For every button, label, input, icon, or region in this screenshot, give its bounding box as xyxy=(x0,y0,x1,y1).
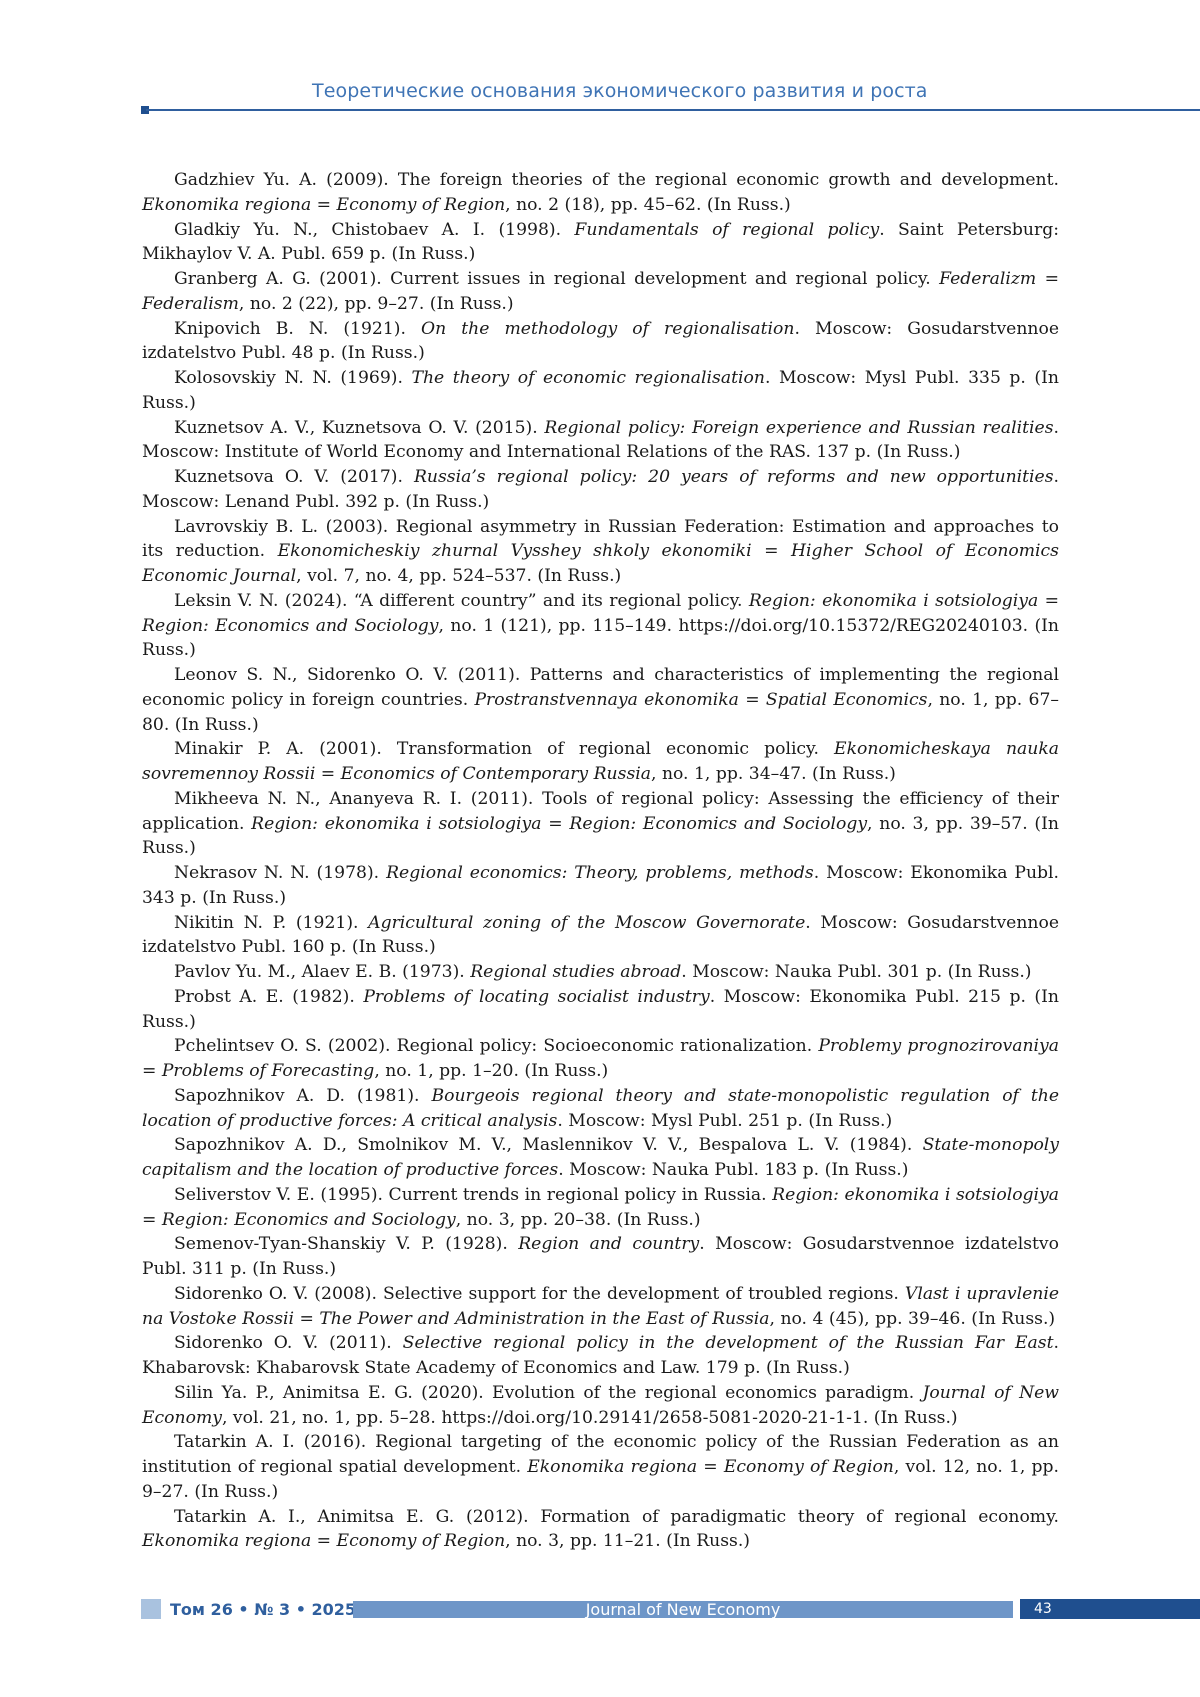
reference-text: Kuznetsov A. V., Kuznetsova O. V. (2015). xyxy=(174,418,544,438)
reference-source-title: Journal of New Economy xyxy=(142,1383,1059,1428)
reference-text: , vol. 12, no. 1, pp. 9–27. (In Russ.) xyxy=(142,1457,1059,1502)
reference-text: . Moscow: Mysl Publ. 335 p. (In Russ.) xyxy=(142,368,1059,413)
reference-source-title: Region: ekonomika i sotsiologiya = Region: Economics and Sociology xyxy=(251,814,867,834)
reference-source-title: Fundamentals of regional policy xyxy=(574,220,879,240)
reference-text: Nekrasov N. N. (1978). xyxy=(174,863,386,883)
reference-text: Sapozhnikov A. D. (1981). xyxy=(174,1086,431,1106)
reference-text: Sidorenko O. V. (2008). Selective support for the development of troubled regions. xyxy=(174,1284,905,1304)
reference-item xyxy=(142,317,1059,367)
reference-item xyxy=(142,168,1059,218)
reference-text: Pchelintsev O. S. (2002). Regional policy: Socioeconomic rationalization. xyxy=(174,1036,818,1056)
reference-text: , no. 1, pp. 1–20. (In Russ.) xyxy=(374,1061,608,1081)
footer-page-box xyxy=(1020,1599,1200,1619)
reference-source-title: Selective regional policy in the development of the Russian Far East xyxy=(403,1333,1054,1353)
reference-text: Silin Ya. P., Animitsa E. G. (2020). Evolution of the regional economics paradigm. xyxy=(174,1383,922,1403)
reference-item xyxy=(142,1430,1059,1504)
reference-source-title: Ekonomika regiona = Economy of Region xyxy=(527,1457,894,1477)
reference-text: Probst A. E. (1982). xyxy=(174,987,363,1007)
reference-item xyxy=(142,1183,1059,1233)
reference-text: . Moscow: Nauka Publ. 183 p. (In Russ.) xyxy=(558,1160,908,1180)
reference-text: Gladkiy Yu. N., Chistobaev A. I. (1998). xyxy=(174,220,574,240)
reference-source-title: Federalizm = Federalism xyxy=(142,269,1059,314)
reference-text: . Moscow: Gosudarstvennoe izdatelstvo Publ. 311 p. (In Russ.) xyxy=(142,1234,1059,1279)
reference-text: Lavrovskiy B. L. (2003). Regional asymmetry in Russian Federation: Estimation and approaches to its reduction. xyxy=(142,517,1059,562)
reference-text: Leksin V. N. (2024). “A different country” and its regional policy. xyxy=(174,591,749,611)
reference-item xyxy=(142,1282,1059,1332)
reference-text: Semenov-Tyan-Shanskiy V. P. (1928). xyxy=(174,1234,518,1254)
reference-text: . Moscow: Gosudarstvennoe izdatelstvo Publ. 160 p. (In Russ.) xyxy=(142,913,1059,958)
reference-source-title: Problems of locating socialist industry xyxy=(363,987,709,1007)
reference-text: , no. 3, pp. 39–57. (In Russ.) xyxy=(142,814,1059,859)
reference-text: , no. 1 (121), pp. 115–149. https://doi.org/10.15372/REG20240103. (In Russ.) xyxy=(142,616,1059,661)
reference-item xyxy=(142,737,1059,787)
reference-text: Sidorenko O. V. (2011). xyxy=(174,1333,403,1353)
reference-item xyxy=(142,416,1059,466)
reference-source-title: Vlast i upravlenie na Vostoke Rossii = The Power and Administration in the East of Russia xyxy=(142,1284,1059,1329)
reference-text: . Moscow: Lenand Publ. 392 p. (In Russ.) xyxy=(142,467,1059,512)
reference-item xyxy=(142,1034,1059,1084)
reference-item xyxy=(142,911,1059,961)
reference-text: . Moscow: Ekonomika Publ. 343 p. (In Russ.) xyxy=(142,863,1059,908)
reference-item xyxy=(142,589,1059,663)
reference-item xyxy=(142,787,1059,861)
reference-text: . Khabarovsk: Khabarovsk State Academy of Economics and Law. 179 p. (In Russ.) xyxy=(142,1333,1059,1378)
footer-journal-name: Journal of New Economy xyxy=(353,1601,1013,1618)
reference-text: Leonov S. N., Sidorenko O. V. (2011). Patterns and characteristics of implementing the regional economic policy in foreign countries. xyxy=(142,665,1059,710)
reference-item xyxy=(142,663,1059,737)
reference-text: , no. 2 (22), pp. 9–27. (In Russ.) xyxy=(239,294,514,314)
reference-text: Minakir P. A. (2001). Transformation of regional economic policy. xyxy=(174,739,834,759)
reference-text: Tatarkin A. I. (2016). Regional targeting of the economic policy of the Russian Federation as an institution of regional spatial development. xyxy=(142,1432,1059,1477)
reference-source-title: Regional policy: Foreign experience and Russian realities xyxy=(544,418,1053,438)
reference-source-title: Russia’s regional policy: 20 years of reforms and new opportunities xyxy=(414,467,1054,487)
footer-volume-info: Том 26 • № 3 • 2025 xyxy=(170,1600,356,1619)
reference-item xyxy=(142,960,1059,985)
reference-text: Seliverstov V. E. (1995). Current trends in regional policy in Russia. xyxy=(174,1185,772,1205)
reference-text: , no. 3, pp. 20–38. (In Russ.) xyxy=(456,1210,701,1230)
reference-text: Sapozhnikov A. D., Smolnikov M. V., Maslennikov V. V., Bespalova L. V. (1984). xyxy=(174,1135,923,1155)
reference-source-title: Bourgeois regional theory and state-monopolistic regulation of the location of productive forces: A critical analysis xyxy=(142,1086,1059,1131)
reference-source-title: Ekonomicheskaya nauka sovremennoy Rossii = Economics of Contemporary Russia xyxy=(142,739,1059,784)
reference-source-title: Prostranstvennaya ekonomika = Spatial Economics xyxy=(474,690,927,710)
reference-item xyxy=(142,465,1059,515)
reference-text: Knipovich B. N. (1921). xyxy=(174,319,421,339)
reference-item xyxy=(142,267,1059,317)
running-header-title: Теоретические основания экономического развития и роста xyxy=(312,80,928,102)
reference-item xyxy=(142,985,1059,1035)
reference-item xyxy=(142,1084,1059,1134)
reference-item xyxy=(142,515,1059,589)
reference-text: Tatarkin A. I., Animitsa E. G. (2012). Formation of paradigmatic theory of regional economy. xyxy=(174,1507,1059,1527)
reference-text: Nikitin N. P. (1921). xyxy=(174,913,368,933)
reference-text: , no. 2 (18), pp. 45–62. (In Russ.) xyxy=(505,195,791,215)
reference-text: Mikheeva N. N., Ananyeva R. I. (2011). Tools of regional policy: Assessing the efficiency of their application. xyxy=(142,789,1059,834)
reference-text: . Moscow: Institute of World Economy and International Relations of the RAS. 137 p. (In Russ.) xyxy=(142,418,1059,463)
reference-source-title: Region: ekonomika i sotsiologiya = Region: Economics and Sociology xyxy=(142,591,1059,636)
reference-item xyxy=(142,1505,1059,1555)
reference-source-title: State-monopoly capitalism and the location of productive forces xyxy=(142,1135,1059,1180)
reference-source-title: On the methodology of regionalisation xyxy=(421,319,794,339)
reference-text: , no. 1, pp. 34–47. (In Russ.) xyxy=(651,764,896,784)
reference-source-title: Region: ekonomika i sotsiologiya = Region: Economics and Sociology xyxy=(142,1185,1059,1230)
reference-text: Gadzhiev Yu. A. (2009). The foreign theories of the regional economic growth and development. xyxy=(174,170,1059,190)
reference-text: Granberg A. G. (2001). Current issues in regional development and regional policy. xyxy=(174,269,939,289)
reference-source-title: Agricultural zoning of the Moscow Governorate xyxy=(368,913,805,933)
reference-source-title: Regional economics: Theory, problems, methods xyxy=(386,863,814,883)
reference-source-title: Ekonomika regiona = Economy of Region xyxy=(142,195,505,215)
header-rule xyxy=(146,109,1200,111)
reference-text: Kuznetsova O. V. (2017). xyxy=(174,467,414,487)
reference-text: , no. 3, pp. 11–21. (In Russ.) xyxy=(505,1531,750,1551)
reference-item xyxy=(142,218,1059,268)
reference-text: . Moscow: Mysl Publ. 251 p. (In Russ.) xyxy=(557,1111,892,1131)
reference-text: , vol. 21, no. 1, pp. 5–28. https://doi.org/10.29141/2658-5081-2020-21-1-1. (In Russ.) xyxy=(222,1408,958,1428)
reference-item xyxy=(142,1331,1059,1381)
reference-text: Kolosovskiy N. N. (1969). xyxy=(174,368,412,388)
reference-source-title: Ekonomicheskiy zhurnal Vysshey shkoly ekonomiki = Higher School of Economics Economic Journal xyxy=(142,541,1059,586)
reference-item xyxy=(142,1381,1059,1431)
reference-text: Pavlov Yu. M., Alaev E. B. (1973). xyxy=(174,962,470,982)
reference-text: , vol. 7, no. 4, pp. 524–537. (In Russ.) xyxy=(296,566,621,586)
reference-text: , no. 4 (45), pp. 39–46. (In Russ.) xyxy=(770,1309,1056,1329)
reference-item xyxy=(142,1232,1059,1282)
reference-item xyxy=(142,861,1059,911)
reference-text: . Moscow: Gosudarstvennoe izdatelstvo Publ. 48 p. (In Russ.) xyxy=(142,319,1059,364)
reference-source-title: The theory of economic regionalisation xyxy=(412,368,765,388)
reference-text: , no. 1, pp. 67–80. (In Russ.) xyxy=(142,690,1059,735)
reference-source-title: Regional studies abroad xyxy=(470,962,681,982)
reference-source-title: Ekonomika regiona = Economy of Region xyxy=(142,1531,505,1551)
reference-text: . Moscow: Ekonomika Publ. 215 p. (In Russ.) xyxy=(142,987,1059,1032)
reference-text: . Saint Petersburg: Mikhaylov V. A. Publ. 659 p. (In Russ.) xyxy=(142,220,1059,265)
page-footer xyxy=(0,1599,1200,1621)
reference-source-title: Region and country xyxy=(518,1234,699,1254)
reference-text: . Moscow: Nauka Publ. 301 p. (In Russ.) xyxy=(681,962,1031,982)
footer-marker xyxy=(141,1599,161,1619)
reference-item xyxy=(142,366,1059,416)
page-number: 43 xyxy=(1034,1601,1052,1618)
reference-source-title: Problemy prognozirovaniya = Problems of Forecasting xyxy=(142,1036,1059,1081)
references-list xyxy=(142,168,1059,1554)
reference-item xyxy=(142,1133,1059,1183)
